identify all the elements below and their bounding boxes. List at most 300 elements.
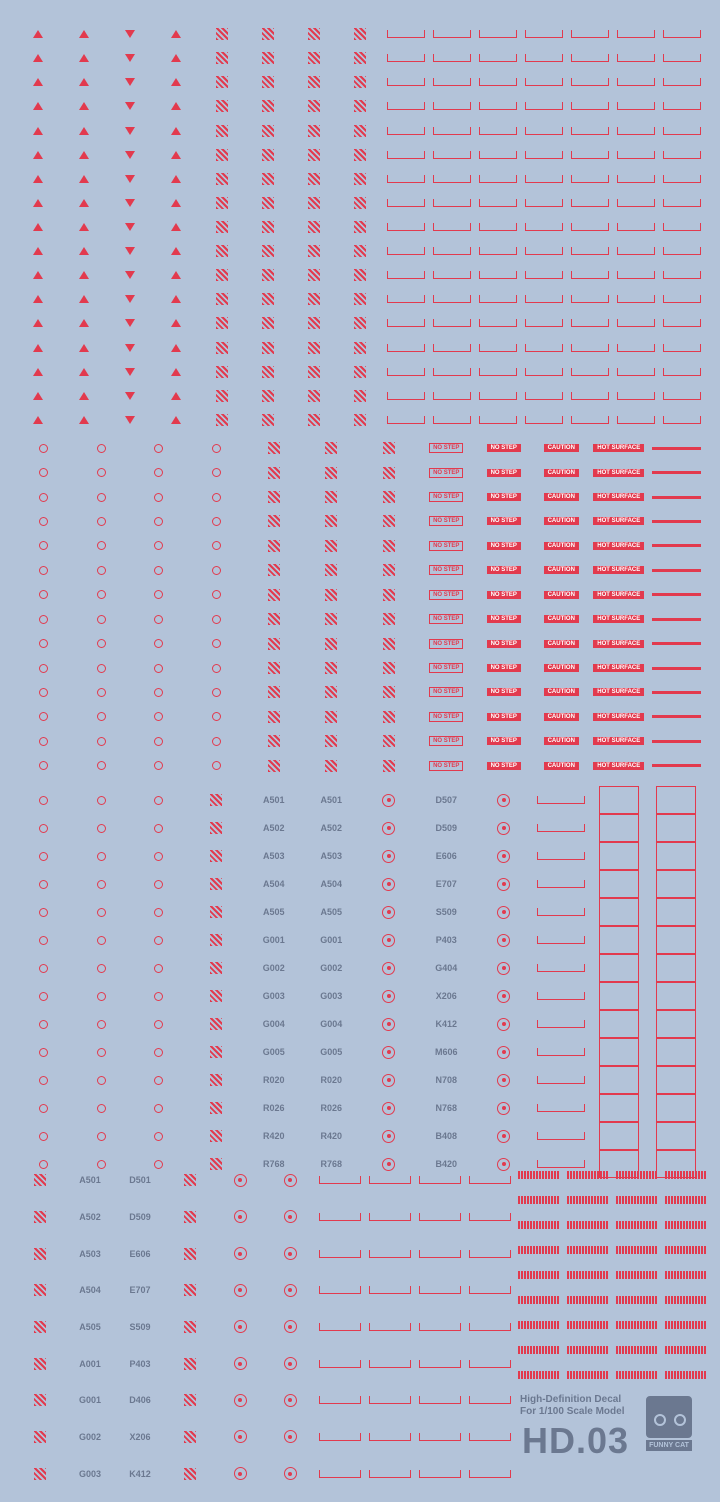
panel-decal bbox=[590, 786, 648, 814]
hatch-icon bbox=[354, 245, 366, 257]
code-text: R026 bbox=[262, 1103, 285, 1113]
ring-icon bbox=[39, 737, 48, 746]
frame-decal bbox=[315, 1199, 365, 1236]
frame-line bbox=[479, 247, 518, 255]
hatch-icon bbox=[383, 589, 395, 601]
hatch-icon bbox=[308, 125, 320, 137]
ring-icon bbox=[154, 1132, 163, 1141]
frame-decal bbox=[659, 263, 705, 287]
triangle-down-icon bbox=[125, 247, 135, 255]
panel-box bbox=[599, 814, 639, 842]
frame-line bbox=[387, 223, 426, 231]
hot-surface-text: HOT SURFACE bbox=[593, 591, 644, 599]
bar-line bbox=[652, 642, 701, 645]
frame-decal bbox=[613, 239, 659, 263]
code-text: R026 bbox=[320, 1103, 342, 1113]
triangle-icon bbox=[79, 30, 89, 38]
no-step-label bbox=[418, 705, 476, 729]
warning-triangle-icon bbox=[61, 336, 107, 360]
ring-icon bbox=[39, 964, 48, 973]
frame-line bbox=[663, 223, 702, 231]
triangle-down-icon bbox=[125, 416, 135, 424]
bar-decal bbox=[648, 607, 706, 631]
ring-icon bbox=[97, 1048, 106, 1057]
frame-decal bbox=[365, 1382, 415, 1419]
hatch-icon bbox=[383, 564, 395, 576]
frame-decal bbox=[475, 118, 521, 142]
frame-decal bbox=[613, 263, 659, 287]
ring-decal bbox=[73, 1122, 131, 1150]
target-decal bbox=[265, 1235, 315, 1272]
ring-decal bbox=[130, 1038, 188, 1066]
ring-decal bbox=[188, 583, 246, 607]
hatch-icon bbox=[262, 197, 274, 209]
hatch-icon bbox=[216, 342, 228, 354]
frame-line bbox=[525, 199, 564, 207]
hatch-decal bbox=[199, 143, 245, 167]
frame-line bbox=[319, 1360, 361, 1368]
code-text: E707 bbox=[129, 1285, 151, 1296]
frame-decal bbox=[567, 94, 613, 118]
target-decal bbox=[475, 1038, 533, 1066]
bar-line bbox=[652, 618, 701, 621]
hatch-icon bbox=[308, 366, 320, 378]
ring-decal bbox=[15, 1038, 73, 1066]
hatch-decal bbox=[165, 1162, 215, 1199]
frame-line bbox=[663, 151, 702, 159]
code-text: A503 bbox=[320, 851, 342, 861]
warning-triangle-icon bbox=[153, 191, 199, 215]
code-text: G002 bbox=[320, 963, 343, 973]
target-decal bbox=[360, 870, 418, 898]
frame-line bbox=[617, 151, 656, 159]
triangle-icon bbox=[171, 223, 181, 231]
no-step-label bbox=[418, 558, 476, 582]
ring-icon bbox=[97, 615, 106, 624]
code-text: R420 bbox=[320, 1131, 342, 1141]
hatch-icon bbox=[262, 293, 274, 305]
panel-decal bbox=[590, 1038, 648, 1066]
panel-decal bbox=[648, 954, 706, 982]
frame-line bbox=[433, 416, 472, 424]
hatch-icon bbox=[184, 1358, 196, 1370]
warning-triangle-icon bbox=[15, 336, 61, 360]
code-text: R020 bbox=[320, 1075, 342, 1085]
barcode-stripes bbox=[665, 1196, 707, 1204]
frame-decal bbox=[315, 1162, 365, 1199]
hatch-icon bbox=[383, 515, 395, 527]
panel-box bbox=[599, 1038, 639, 1066]
frame-decal bbox=[659, 118, 705, 142]
bar-line bbox=[652, 593, 701, 596]
ring-icon bbox=[212, 566, 221, 575]
panel-box bbox=[599, 982, 639, 1010]
hatch-icon bbox=[354, 317, 366, 329]
frame-decal bbox=[415, 1199, 465, 1236]
frame-decal bbox=[315, 1419, 365, 1456]
code-text: G003 bbox=[78, 1468, 102, 1479]
target-decal bbox=[475, 870, 533, 898]
hatch-icon bbox=[383, 491, 395, 503]
hatch-icon bbox=[34, 1321, 46, 1333]
code-decal bbox=[418, 954, 476, 982]
cat-logo-icon bbox=[646, 1396, 692, 1438]
target-icon bbox=[382, 990, 395, 1003]
frame-decal bbox=[521, 191, 567, 215]
barcode-stripe-decal bbox=[564, 1187, 613, 1212]
frame-decal bbox=[383, 311, 429, 335]
target-decal bbox=[475, 1066, 533, 1094]
ring-decal bbox=[73, 926, 131, 954]
hatch-decal bbox=[245, 408, 291, 432]
panel-box bbox=[599, 954, 639, 982]
hatch-icon bbox=[325, 735, 337, 747]
hatch-decal bbox=[291, 360, 337, 384]
frame-decal bbox=[521, 94, 567, 118]
caution-label bbox=[533, 485, 591, 509]
hatch-decal bbox=[188, 842, 246, 870]
hatch-decal bbox=[303, 583, 361, 607]
hatch-decal bbox=[291, 191, 337, 215]
triangle-icon bbox=[79, 54, 89, 62]
warning-triangle-icon bbox=[153, 70, 199, 94]
hatch-decal bbox=[360, 558, 418, 582]
code-decal bbox=[245, 842, 303, 870]
hatch-icon bbox=[210, 1018, 222, 1030]
ring-decal bbox=[15, 1122, 73, 1150]
frame-decal bbox=[521, 239, 567, 263]
hatch-decal bbox=[337, 70, 383, 94]
frame-line bbox=[663, 199, 702, 207]
frame-line bbox=[369, 1396, 411, 1404]
ring-decal bbox=[130, 926, 188, 954]
hatch-icon bbox=[268, 711, 280, 723]
no-step-filled-text: NO STEP bbox=[487, 664, 521, 672]
hatch-decal bbox=[245, 656, 303, 680]
frame-line bbox=[387, 344, 426, 352]
target-icon bbox=[234, 1247, 247, 1260]
target-decal bbox=[215, 1455, 265, 1492]
hatch-icon bbox=[325, 564, 337, 576]
ring-icon bbox=[154, 964, 163, 973]
barcode-stripes bbox=[665, 1221, 707, 1229]
barcode-stripe-decal bbox=[515, 1187, 564, 1212]
hatch-icon bbox=[216, 125, 228, 137]
hatch-decal bbox=[15, 1419, 65, 1456]
hatch-icon bbox=[325, 491, 337, 503]
hatch-icon bbox=[383, 711, 395, 723]
warning-triangle-down-icon bbox=[107, 143, 153, 167]
barcode-stripe-decal bbox=[613, 1312, 662, 1337]
target-decal bbox=[360, 1094, 418, 1122]
frame-line bbox=[525, 295, 564, 303]
triangle-icon bbox=[79, 102, 89, 110]
code-text: B408 bbox=[435, 1131, 457, 1141]
barcode-stripes bbox=[518, 1246, 560, 1254]
target-icon bbox=[284, 1357, 297, 1370]
hot-surface-label bbox=[590, 558, 648, 582]
frame-line bbox=[433, 102, 472, 110]
hatch-icon bbox=[308, 52, 320, 64]
hatch-icon bbox=[354, 366, 366, 378]
triangle-icon bbox=[171, 368, 181, 376]
triangle-icon bbox=[33, 416, 43, 424]
frame-decal bbox=[415, 1162, 465, 1199]
panel-box bbox=[656, 870, 696, 898]
hatch-icon bbox=[34, 1174, 46, 1186]
hatch-icon bbox=[262, 149, 274, 161]
frame-line bbox=[479, 199, 518, 207]
bar-decal bbox=[648, 460, 706, 484]
frame-decal bbox=[613, 94, 659, 118]
frame-decal bbox=[613, 143, 659, 167]
hot-surface-label bbox=[590, 729, 648, 753]
caution-label bbox=[533, 631, 591, 655]
target-decal bbox=[360, 982, 418, 1010]
barcode-stripes bbox=[518, 1171, 560, 1179]
hatch-icon bbox=[34, 1358, 46, 1370]
frame-line bbox=[433, 344, 472, 352]
hatch-icon bbox=[216, 173, 228, 185]
frame-decal bbox=[659, 70, 705, 94]
target-decal bbox=[360, 814, 418, 842]
hatch-icon bbox=[184, 1248, 196, 1260]
hatch-icon bbox=[268, 589, 280, 601]
frame-line bbox=[537, 936, 585, 944]
no-step-label bbox=[418, 754, 476, 778]
ring-icon bbox=[39, 688, 48, 697]
panel-box bbox=[656, 926, 696, 954]
no-step-filled-label bbox=[475, 631, 533, 655]
frame-line bbox=[319, 1176, 361, 1184]
code-decal bbox=[115, 1199, 165, 1236]
bar-decal bbox=[648, 729, 706, 753]
panel-decal bbox=[648, 1066, 706, 1094]
hatch-icon bbox=[354, 414, 366, 426]
ring-icon bbox=[97, 936, 106, 945]
barcode-stripes bbox=[665, 1246, 707, 1254]
frame-decal bbox=[383, 94, 429, 118]
hatch-decal bbox=[303, 656, 361, 680]
frame-decal bbox=[465, 1272, 515, 1309]
frame-decal bbox=[429, 384, 475, 408]
frame-line bbox=[433, 295, 472, 303]
target-icon bbox=[382, 822, 395, 835]
hatch-decal bbox=[188, 1122, 246, 1150]
barcode-stripes bbox=[567, 1246, 609, 1254]
ring-icon bbox=[39, 1104, 48, 1113]
target-decal bbox=[475, 982, 533, 1010]
hatch-decal bbox=[245, 705, 303, 729]
panel-decal bbox=[648, 870, 706, 898]
frame-line bbox=[525, 416, 564, 424]
frame-line bbox=[617, 392, 656, 400]
code-decal bbox=[245, 1122, 303, 1150]
code-text: X206 bbox=[129, 1431, 151, 1442]
decal-block-symbols bbox=[15, 22, 705, 432]
frame-line bbox=[319, 1213, 361, 1221]
frame-decal bbox=[567, 46, 613, 70]
frame-line bbox=[469, 1323, 511, 1331]
warning-triangle-icon bbox=[61, 70, 107, 94]
panel-box bbox=[656, 786, 696, 814]
hatch-decal bbox=[199, 384, 245, 408]
hatch-decal bbox=[303, 631, 361, 655]
frame-decal bbox=[533, 1094, 591, 1122]
frame-line bbox=[433, 392, 472, 400]
hatch-decal bbox=[245, 607, 303, 631]
frame-decal bbox=[533, 982, 591, 1010]
frame-line bbox=[479, 319, 518, 327]
frame-decal bbox=[567, 263, 613, 287]
code-decal bbox=[303, 1038, 361, 1066]
ring-decal bbox=[15, 814, 73, 842]
warning-triangle-down-icon bbox=[107, 167, 153, 191]
warning-triangle-icon bbox=[15, 239, 61, 263]
code-text: D509 bbox=[129, 1211, 151, 1222]
barcode-stripe-decal bbox=[661, 1362, 710, 1387]
ring-icon bbox=[39, 1020, 48, 1029]
no-step-filled-label bbox=[475, 485, 533, 509]
triangle-icon bbox=[171, 175, 181, 183]
hatch-decal bbox=[245, 311, 291, 335]
code-text: G004 bbox=[320, 1019, 343, 1029]
hatch-decal bbox=[245, 534, 303, 558]
frame-decal bbox=[465, 1419, 515, 1456]
panel-box bbox=[656, 842, 696, 870]
hatch-decal bbox=[303, 705, 361, 729]
ring-icon bbox=[39, 1076, 48, 1085]
panel-decal bbox=[590, 842, 648, 870]
frame-line bbox=[419, 1176, 461, 1184]
panel-decal bbox=[648, 982, 706, 1010]
hatch-decal bbox=[245, 583, 303, 607]
ring-decal bbox=[73, 786, 131, 814]
barcode-stripes bbox=[665, 1171, 707, 1179]
ring-icon bbox=[154, 664, 163, 673]
hatch-icon bbox=[34, 1284, 46, 1296]
code-decal bbox=[115, 1235, 165, 1272]
code-text: S509 bbox=[435, 907, 457, 917]
hatch-icon bbox=[268, 735, 280, 747]
ring-icon bbox=[97, 880, 106, 889]
target-decal bbox=[360, 926, 418, 954]
frame-decal bbox=[567, 118, 613, 142]
frame-line bbox=[525, 78, 564, 86]
code-text: N768 bbox=[435, 1103, 457, 1113]
warning-triangle-icon bbox=[153, 94, 199, 118]
frame-decal bbox=[475, 167, 521, 191]
warning-triangle-icon bbox=[153, 215, 199, 239]
hatch-decal bbox=[291, 167, 337, 191]
hatch-decal bbox=[188, 954, 246, 982]
frame-line bbox=[469, 1360, 511, 1368]
frame-line bbox=[387, 199, 426, 207]
frame-line bbox=[419, 1323, 461, 1331]
code-text: G001 bbox=[78, 1395, 102, 1406]
warning-triangle-down-icon bbox=[107, 360, 153, 384]
frame-decal bbox=[533, 1066, 591, 1094]
hatch-icon bbox=[268, 442, 280, 454]
triangle-icon bbox=[171, 271, 181, 279]
triangle-icon bbox=[79, 271, 89, 279]
triangle-icon bbox=[33, 102, 43, 110]
hot-surface-text: HOT SURFACE bbox=[593, 664, 644, 672]
ring-decal bbox=[188, 680, 246, 704]
warning-triangle-down-icon bbox=[107, 70, 153, 94]
barcode-stripes bbox=[518, 1321, 560, 1329]
hot-surface-text: HOT SURFACE bbox=[593, 517, 644, 525]
hatch-icon bbox=[354, 52, 366, 64]
no-step-label bbox=[418, 680, 476, 704]
frame-line bbox=[525, 54, 564, 62]
hatch-decal bbox=[245, 263, 291, 287]
barcode-stripes bbox=[616, 1221, 658, 1229]
frame-decal bbox=[475, 94, 521, 118]
hatch-decal bbox=[337, 263, 383, 287]
target-icon bbox=[382, 906, 395, 919]
ring-icon bbox=[97, 1104, 106, 1113]
frame-line bbox=[571, 102, 610, 110]
warning-triangle-icon bbox=[15, 215, 61, 239]
hatch-icon bbox=[354, 28, 366, 40]
code-decal bbox=[245, 1010, 303, 1038]
frame-line bbox=[537, 964, 585, 972]
hatch-decal bbox=[245, 509, 303, 533]
ring-decal bbox=[130, 460, 188, 484]
hatch-decal bbox=[15, 1199, 65, 1236]
hatch-decal bbox=[360, 583, 418, 607]
hatch-decal bbox=[360, 460, 418, 484]
target-icon bbox=[284, 1320, 297, 1333]
code-decal bbox=[245, 1066, 303, 1094]
ring-decal bbox=[130, 680, 188, 704]
frame-line bbox=[663, 416, 702, 424]
ring-decal bbox=[73, 680, 131, 704]
frame-decal bbox=[521, 360, 567, 384]
hot-surface-label bbox=[590, 705, 648, 729]
ring-icon bbox=[39, 517, 48, 526]
ring-icon bbox=[39, 908, 48, 917]
code-decal bbox=[303, 870, 361, 898]
ring-decal bbox=[73, 534, 131, 558]
panel-decal bbox=[590, 1066, 648, 1094]
hatch-decal bbox=[291, 311, 337, 335]
hatch-decal bbox=[188, 1066, 246, 1094]
target-icon bbox=[234, 1357, 247, 1370]
warning-triangle-down-icon bbox=[107, 239, 153, 263]
ring-icon bbox=[39, 444, 48, 453]
hatch-icon bbox=[325, 442, 337, 454]
frame-decal bbox=[567, 70, 613, 94]
triangle-down-icon bbox=[125, 151, 135, 159]
warning-triangle-down-icon bbox=[107, 22, 153, 46]
frame-line bbox=[571, 127, 610, 135]
frame-decal bbox=[429, 46, 475, 70]
warning-triangle-down-icon bbox=[107, 311, 153, 335]
no-step-filled-label bbox=[475, 583, 533, 607]
warning-triangle-icon bbox=[61, 22, 107, 46]
ring-decal bbox=[130, 558, 188, 582]
no-step-filled-label bbox=[475, 509, 533, 533]
no-step-filled-text: NO STEP bbox=[487, 591, 521, 599]
ring-icon bbox=[97, 1076, 106, 1085]
footer-line-1: High-Definition Decal bbox=[520, 1394, 622, 1405]
frame-decal bbox=[475, 70, 521, 94]
triangle-icon bbox=[79, 295, 89, 303]
frame-decal bbox=[365, 1235, 415, 1272]
target-decal bbox=[475, 814, 533, 842]
